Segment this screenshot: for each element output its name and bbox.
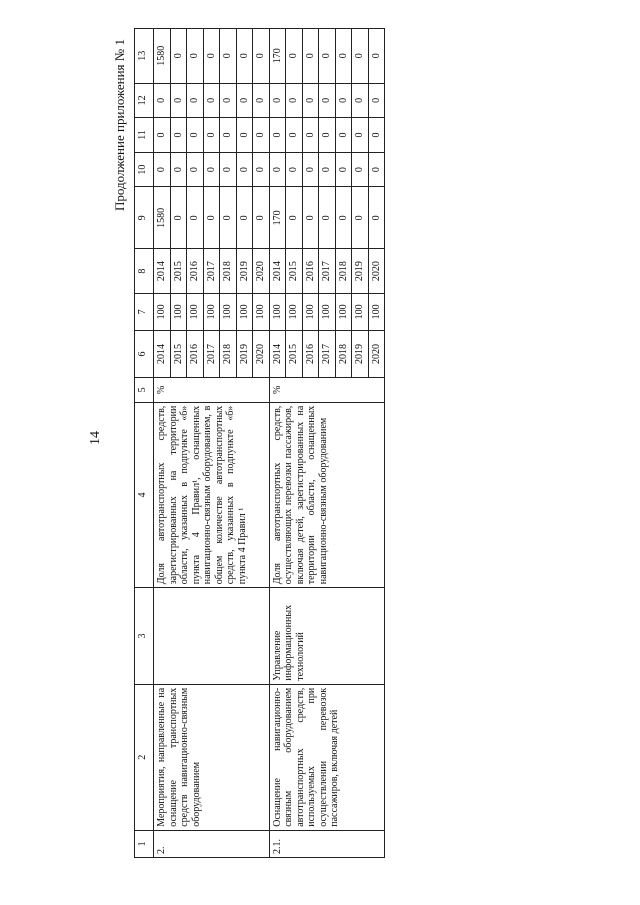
- block-responsible: [154, 588, 270, 685]
- cell-c7: 100: [335, 293, 352, 330]
- cell-c11: 0: [319, 118, 336, 153]
- cell-c13: 1580: [154, 29, 171, 84]
- cell-c9: 0: [368, 187, 385, 249]
- cell-c10: 0: [335, 152, 352, 187]
- cell-c13: 0: [319, 29, 336, 84]
- cell-c12: 0: [170, 83, 187, 118]
- cell-c11: 0: [236, 118, 253, 153]
- cell-c12: 0: [319, 83, 336, 118]
- cell-c9: 0: [335, 187, 352, 249]
- column-header-12: 12: [135, 83, 154, 118]
- cell-c10: 0: [203, 152, 220, 187]
- block-unit: %: [269, 377, 385, 402]
- cell-c6: 2019: [236, 330, 253, 377]
- block-indicator: Доля автотранспортных средств, зарегистрированных на территории области, указанных в подпункте «б» пункта 4 Правил¹, оснащенных навигационно-связным оборудованием, в общем количестве автотранспортных средств, указанных в подпункте «б» пункта 4 Правил ¹: [154, 402, 270, 588]
- table-container: [134, 28, 385, 858]
- cell-c12: 0: [302, 83, 319, 118]
- cell-c7: 100: [319, 293, 336, 330]
- cell-c11: 0: [220, 118, 237, 153]
- column-header-5: 5: [135, 377, 154, 402]
- cell-c10: 0: [302, 152, 319, 187]
- cell-c11: 0: [154, 118, 171, 153]
- cell-c12: 0: [236, 83, 253, 118]
- cell-c10: 0: [187, 152, 204, 187]
- cell-c8: 2017: [319, 249, 336, 294]
- cell-c9: 0: [319, 187, 336, 249]
- cell-c10: 0: [352, 152, 369, 187]
- header-row: [135, 29, 154, 858]
- cell-c13: 0: [286, 29, 303, 84]
- column-header-8: 8: [135, 249, 154, 294]
- table-row: [154, 29, 171, 858]
- column-header-11: 11: [135, 118, 154, 153]
- cell-c7: 100: [352, 293, 369, 330]
- table-row: [269, 29, 286, 858]
- cell-c8: 2015: [170, 249, 187, 294]
- cell-c10: 0: [170, 152, 187, 187]
- cell-c7: 100: [302, 293, 319, 330]
- cell-c6: 2014: [154, 330, 171, 377]
- cell-c10: 0: [154, 152, 171, 187]
- cell-c6: 2016: [187, 330, 204, 377]
- cell-c10: 0: [236, 152, 253, 187]
- cell-c13: 0: [302, 29, 319, 84]
- cell-c8: 2018: [335, 249, 352, 294]
- cell-c11: 0: [286, 118, 303, 153]
- cell-c8: 2020: [368, 249, 385, 294]
- cell-c9: 0: [203, 187, 220, 249]
- cell-c13: 0: [236, 29, 253, 84]
- cell-c9: 0: [286, 187, 303, 249]
- block-responsible: Управление информационных технологий: [269, 588, 385, 685]
- cell-c12: 0: [269, 83, 286, 118]
- cell-c8: 2018: [220, 249, 237, 294]
- cell-c7: 100: [170, 293, 187, 330]
- cell-c7: 100: [203, 293, 220, 330]
- cell-c8: 2019: [352, 249, 369, 294]
- cell-c12: 0: [253, 83, 270, 118]
- cell-c13: 0: [220, 29, 237, 84]
- column-header-10: 10: [135, 152, 154, 187]
- cell-c6: 2017: [319, 330, 336, 377]
- cell-c13: 0: [352, 29, 369, 84]
- cell-c9: 0: [170, 187, 187, 249]
- cell-c6: 2015: [170, 330, 187, 377]
- cell-c6: 2015: [286, 330, 303, 377]
- cell-c8: 2014: [269, 249, 286, 294]
- column-header-6: 6: [135, 330, 154, 377]
- cell-c6: 2018: [335, 330, 352, 377]
- cell-c8: 2014: [154, 249, 171, 294]
- cell-c11: 0: [368, 118, 385, 153]
- cell-c11: 0: [253, 118, 270, 153]
- column-header-4: 4: [135, 402, 154, 588]
- cell-c13: 0: [203, 29, 220, 84]
- column-header-3: 3: [135, 588, 154, 685]
- continuation-title: Продолжение приложения № 1: [112, 39, 127, 211]
- cell-c6: 2019: [352, 330, 369, 377]
- cell-c11: 0: [203, 118, 220, 153]
- cell-c10: 0: [269, 152, 286, 187]
- cell-c10: 0: [319, 152, 336, 187]
- cell-c8: 2016: [302, 249, 319, 294]
- cell-c6: 2016: [302, 330, 319, 377]
- cell-c9: 0: [302, 187, 319, 249]
- cell-c6: 2018: [220, 330, 237, 377]
- cell-c13: 170: [269, 29, 286, 84]
- cell-c12: 0: [335, 83, 352, 118]
- block-number: 2.: [154, 830, 270, 857]
- page-number: 14: [88, 431, 103, 445]
- cell-c7: 100: [187, 293, 204, 330]
- cell-c10: 0: [253, 152, 270, 187]
- block-unit: %: [154, 377, 270, 402]
- cell-c9: 0: [187, 187, 204, 249]
- cell-c6: 2017: [203, 330, 220, 377]
- column-header-1: 1: [135, 830, 154, 857]
- cell-c11: 0: [170, 118, 187, 153]
- column-header-13: 13: [135, 29, 154, 84]
- cell-c11: 0: [335, 118, 352, 153]
- cell-c9: 0: [352, 187, 369, 249]
- cell-c9: 0: [253, 187, 270, 249]
- cell-c10: 0: [286, 152, 303, 187]
- cell-c13: 0: [187, 29, 204, 84]
- table-body: [154, 29, 385, 858]
- cell-c7: 100: [154, 293, 171, 330]
- cell-c13: 0: [368, 29, 385, 84]
- cell-c8: 2017: [203, 249, 220, 294]
- cell-c6: 2020: [253, 330, 270, 377]
- cell-c11: 0: [352, 118, 369, 153]
- cell-c10: 0: [220, 152, 237, 187]
- cell-c11: 0: [302, 118, 319, 153]
- cell-c9: 170: [269, 187, 286, 249]
- cell-c6: 2020: [368, 330, 385, 377]
- cell-c12: 0: [187, 83, 204, 118]
- cell-c13: 0: [253, 29, 270, 84]
- cell-c12: 0: [154, 83, 171, 118]
- cell-c13: 0: [335, 29, 352, 84]
- block-name: Мероприятия, направленные на оснащение транспортных средств навигационно-связным оборудованием: [154, 684, 270, 830]
- cell-c6: 2014: [269, 330, 286, 377]
- cell-c8: 2015: [286, 249, 303, 294]
- cell-c8: 2020: [253, 249, 270, 294]
- cell-c12: 0: [352, 83, 369, 118]
- column-header-7: 7: [135, 293, 154, 330]
- cell-c12: 0: [220, 83, 237, 118]
- block-indicator: Доля автотранспортных средств, осуществляющих перевозки пассажиров, включая детей, зарегистрированных на территории области, оснащенных навигационно-связным оборудованием: [269, 402, 385, 588]
- cell-c8: 2019: [236, 249, 253, 294]
- cell-c7: 100: [368, 293, 385, 330]
- program-table: [134, 28, 385, 858]
- column-header-9: 9: [135, 187, 154, 249]
- cell-c7: 100: [269, 293, 286, 330]
- block-number: 2.1.: [269, 830, 385, 857]
- cell-c12: 0: [203, 83, 220, 118]
- cell-c11: 0: [187, 118, 204, 153]
- cell-c9: 0: [236, 187, 253, 249]
- cell-c8: 2016: [187, 249, 204, 294]
- column-header-2: 2: [135, 684, 154, 830]
- block-name: Оснащение навигационно-связным оборудованием автотранспортных средств, используемых при осуществлении перевозок пассажиров, включая детей: [269, 684, 385, 830]
- cell-c12: 0: [286, 83, 303, 118]
- cell-c9: 1580: [154, 187, 171, 249]
- cell-c10: 0: [368, 152, 385, 187]
- cell-c11: 0: [269, 118, 286, 153]
- cell-c7: 100: [220, 293, 237, 330]
- cell-c7: 100: [286, 293, 303, 330]
- cell-c7: 100: [236, 293, 253, 330]
- cell-c9: 0: [220, 187, 237, 249]
- cell-c13: 0: [170, 29, 187, 84]
- cell-c7: 100: [253, 293, 270, 330]
- cell-c12: 0: [368, 83, 385, 118]
